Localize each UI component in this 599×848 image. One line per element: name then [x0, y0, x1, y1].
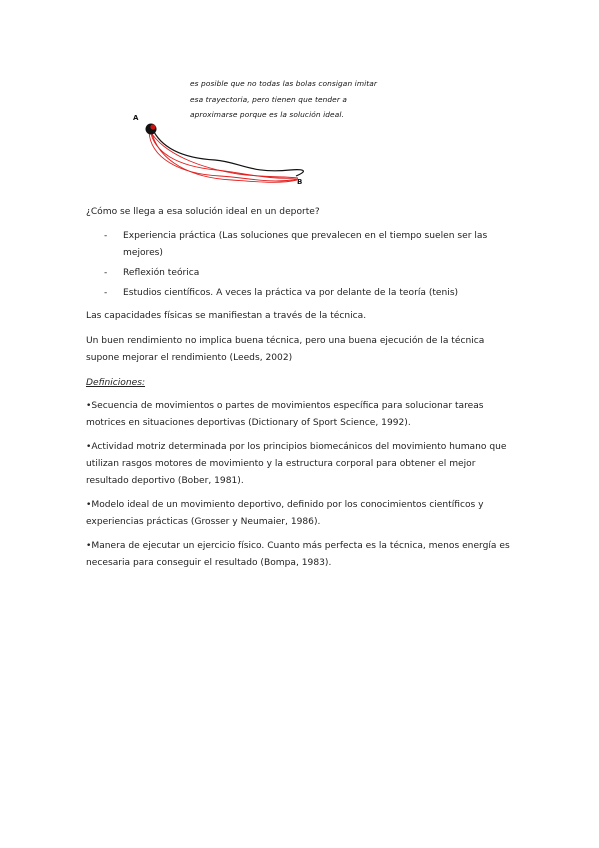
- point-b-label: B: [297, 178, 303, 186]
- bullet-dash: -: [104, 231, 108, 241]
- bullet-dash: -: [104, 288, 108, 298]
- bullet-dash: -: [104, 268, 108, 278]
- bullet-list: [86, 228, 516, 302]
- ideal-trajectory-path: [152, 128, 303, 176]
- attempt-trajectory-path: [151, 130, 297, 182]
- ball-icon: [146, 124, 157, 135]
- paragraph: Las capacidades físicas se manifiestan a través de la técnica.: [86, 311, 367, 321]
- list-item-text: Estudios científicos. A veces la práctica va por delante de la teoría (tenis): [123, 288, 459, 298]
- attempt-trajectory-path: [149, 131, 298, 181]
- point-a-label: A: [133, 114, 139, 122]
- list-item: [86, 265, 516, 282]
- definition-item: •Modelo ideal de un movimiento deportivo, definido por los conocimientos científicos y experiencias prácticas (Grosser y Neumaier, 1986).: [86, 500, 484, 527]
- list-item: [86, 285, 516, 302]
- definition-item: •Actividad motriz determinada por los principios biomecánicos del movimiento humano que utilizan rasgos motores de movimiento y la estructura corporal para obtener el mejor resultado deportivo (Bober, 1981).: [86, 442, 507, 486]
- question-heading: ¿Cómo se llega a esa solución ideal en un deporte?: [86, 207, 320, 217]
- figure-note: es posible que no todas las bolas consigan imitar esa trayectoria, pero tienen que tender a aproximarse porque es la solución ideal.: [190, 79, 378, 119]
- document-body: [86, 204, 516, 579]
- trajectory-figure: [120, 66, 380, 196]
- definition-item: •Secuencia de movimientos o partes de movimientos específica para solucionar tareas motrices en situaciones deportivas (Dictionary of Sport Science, 1992).: [86, 401, 484, 428]
- definitions-heading: Definiciones:: [86, 378, 146, 388]
- list-item: [86, 228, 516, 262]
- list-item-text: Reflexión teórica: [123, 268, 200, 278]
- ball-highlight: [150, 124, 155, 129]
- definition-item: •Manera de ejecutar un ejercicio físico. Cuanto más perfecta es la técnica, menos energía es necesaria para conseguir el resultado (Bompa, 1983).: [86, 541, 510, 568]
- list-item-text: Experiencia práctica (Las soluciones que prevalecen en el tiempo suelen ser las mejores): [123, 231, 488, 258]
- paragraph: Un buen rendimiento no implica buena técnica, pero una buena ejecución de la técnica supone mejorar el rendimiento (Leeds, 2002): [86, 336, 485, 363]
